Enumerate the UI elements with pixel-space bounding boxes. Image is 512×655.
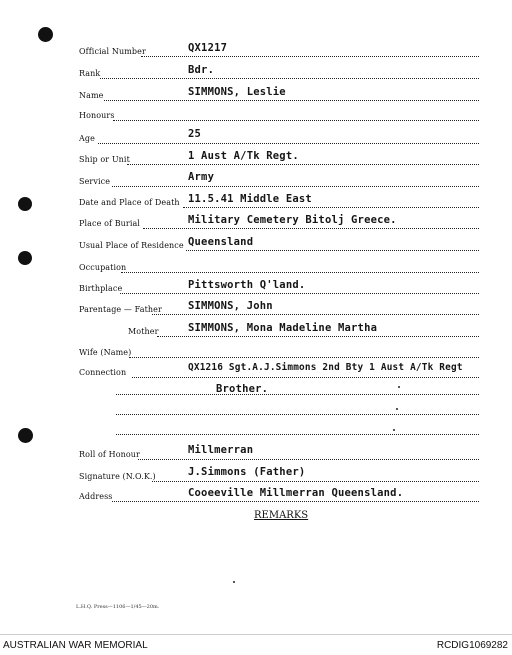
line-connection — [132, 377, 479, 378]
label-age: Age — [79, 134, 95, 143]
line-age — [98, 143, 479, 144]
line-connection-2 — [116, 394, 479, 395]
label-ship-or-unit: Ship or Unit — [79, 155, 130, 164]
value-age: 25 — [188, 128, 202, 140]
label-roll-of-honour: Roll of Honour — [79, 450, 140, 459]
label-mother: Mother — [128, 327, 159, 336]
value-date-place-death: 11.5.41 Middle East — [188, 193, 312, 205]
label-address: Address — [79, 492, 113, 501]
label-date-place-death: Date and Place of Death — [79, 198, 180, 207]
line-ship-or-unit — [127, 164, 479, 165]
line-name — [104, 100, 479, 101]
value-birthplace: Pittsworth Q'land. — [188, 279, 306, 291]
line-connection-4 — [116, 434, 479, 435]
speck-2 — [396, 408, 398, 410]
value-place-of-burial: Military Cemetery Bitolj Greece. — [188, 214, 397, 226]
label-signature: Signature (N.O.K.) — [79, 472, 156, 481]
speck-3 — [393, 429, 395, 431]
value-mother: SIMMONS, Mona Madeline Martha — [188, 322, 378, 334]
line-usual-residence — [186, 250, 479, 251]
value-address: Cooeeville Millmerran Queensland. — [188, 487, 404, 499]
line-rank — [100, 78, 479, 79]
line-mother — [157, 336, 479, 337]
line-service — [112, 186, 479, 187]
value-usual-residence: Queensland — [188, 236, 254, 248]
label-name: Name — [79, 91, 104, 100]
label-place-of-burial: Place of Burial — [79, 219, 141, 228]
label-service: Service — [79, 177, 111, 186]
line-official-number — [141, 56, 479, 57]
label-honours: Honours — [79, 111, 115, 120]
footer-record-id: RCDIG1069282 — [436, 640, 508, 651]
label-birthplace: Birthplace — [79, 284, 123, 293]
speck-4 — [233, 581, 235, 583]
line-occupation — [121, 272, 479, 273]
punch-hole-2 — [18, 197, 32, 211]
label-father: Parentage — Father — [79, 305, 162, 314]
value-service: Army — [188, 171, 215, 183]
punch-hole-4 — [18, 428, 33, 443]
line-address — [112, 501, 479, 502]
value-signature: J.Simmons (Father) — [188, 466, 306, 478]
printer-imprint: L.H.Q. Press—1106—1/45—20m. — [76, 604, 160, 610]
value-roll-of-honour: Millmerran — [188, 444, 254, 456]
archive-footer — [0, 634, 512, 655]
value-name: SIMMONS, Leslie — [188, 86, 286, 98]
label-connection: Connection — [79, 368, 127, 377]
value-rank: Bdr. — [188, 64, 215, 76]
label-rank: Rank — [79, 69, 101, 78]
remarks-heading: REMARKS — [254, 510, 309, 521]
line-connection-3 — [116, 414, 479, 415]
value-father: SIMMONS, John — [188, 300, 273, 312]
line-father — [152, 314, 479, 315]
line-roll-of-honour — [138, 459, 479, 460]
line-signature — [152, 481, 479, 482]
footer-institution: AUSTRALIAN WAR MEMORIAL — [3, 640, 148, 651]
value-official-number: QX1217 — [188, 42, 228, 54]
line-birthplace — [120, 293, 479, 294]
label-official-number: Official Number — [79, 47, 146, 56]
punch-hole-1 — [38, 27, 53, 42]
value-connection-2: Brother. — [216, 383, 269, 395]
punch-hole-3 — [18, 251, 32, 265]
line-date-place-death — [183, 207, 479, 208]
label-usual-residence: Usual Place of Residence — [79, 241, 184, 250]
label-occupation: Occupation — [79, 263, 127, 272]
value-connection: QX1216 Sgt.A.J.Simmons 2nd Bty 1 Aust A/Tk Regt — [188, 362, 463, 373]
line-honours — [113, 120, 479, 121]
line-place-of-burial — [143, 228, 479, 229]
speck-1 — [398, 386, 400, 388]
label-wife: Wife (Name) — [79, 348, 132, 357]
line-wife — [129, 357, 479, 358]
value-ship-or-unit: 1 Aust A/Tk Regt. — [188, 150, 299, 162]
